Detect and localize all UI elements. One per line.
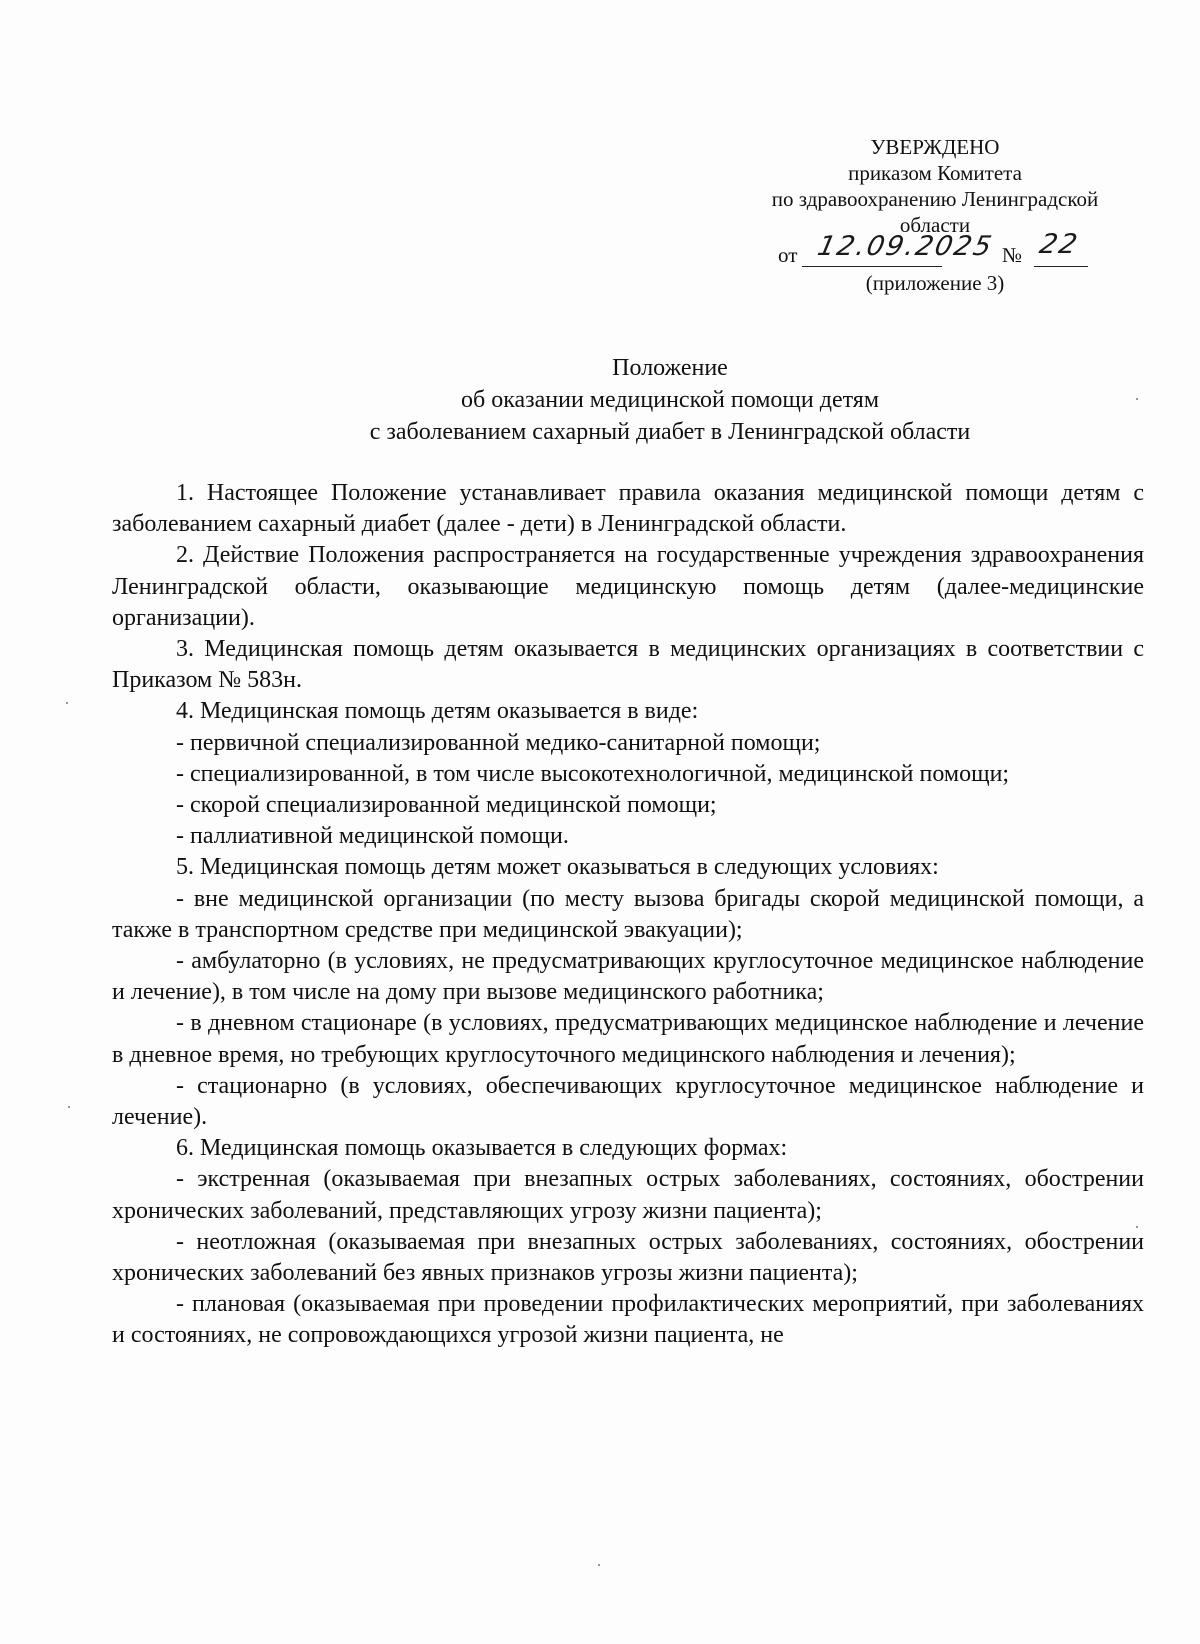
list-item-primary-care: - первичной специализированной медико-санитарной помощи; xyxy=(176,729,821,756)
approval-line-2: по здравоохранению Ленинградской xyxy=(771,187,1099,211)
document-title xyxy=(180,352,1160,448)
approval-heading: УВЕРЖДЕНО xyxy=(870,135,1000,159)
paragraph-4: 4. Медицинская помощь детям оказывается в виде: xyxy=(176,698,699,725)
approval-date-number-row xyxy=(740,229,1130,270)
scan-speck xyxy=(598,1564,600,1566)
title-line-2: об оказании медицинской помощи детям xyxy=(460,387,880,413)
list-item-planned: - плановая (оказываемая при проведении профилактических мероприятий, при заболеваниях и состояниях, не сопровождающихся угрозой жизни пациента, не xyxy=(112,1291,1144,1349)
scan-speck xyxy=(1136,1226,1138,1228)
list-item-emergency-specialized: - скорой специализированной медицинской помощи; xyxy=(176,792,717,819)
scan-speck xyxy=(66,702,68,704)
approval-stamp-block xyxy=(740,134,1130,296)
number-sign: № xyxy=(1002,243,1023,267)
list-item-specialized-care: - специализированной, в том числе высокотехнологичной, медицинской помощи; xyxy=(176,760,1010,787)
list-item-palliative: - паллиативной медицинской помощи. xyxy=(176,823,569,850)
list-item-day-hospital: - в дневном стационаре (в условиях, предусматривающих медицинское наблюдение и лечение в дневное время, но требующих круглосуточного медицинского наблюдения и лечения); xyxy=(112,1010,1144,1068)
title-line-3: с заболеванием сахарный диабет в Ленинградской области xyxy=(369,419,971,445)
list-item-non-urgent: - неотложная (оказываемая при внезапных острых заболеваниях, состояниях, обострении хронических заболеваний без явных признаков угрозы жизни пациента); xyxy=(112,1228,1144,1287)
paragraph-3: 3. Медицинская помощь детям оказывается в медицинских организациях в соответствии с Приказом № 583н. xyxy=(112,636,1144,694)
approval-line-3: области xyxy=(899,213,971,237)
date-prefix: от xyxy=(778,243,798,267)
scan-speck xyxy=(1136,398,1138,400)
paragraph-6: 6. Медицинская помощь оказывается в следующих формах: xyxy=(176,1135,788,1162)
title-line-1: Положение xyxy=(612,355,728,381)
handwritten-date: 12.09.2025 xyxy=(814,231,996,262)
number-underline xyxy=(1034,266,1088,267)
scan-speck xyxy=(68,1106,70,1108)
paragraph-2: 2. Действие Положения распространяется на государственные учреждения здравоохранения Ленинградской области, оказывающие медицинскую помощь детям (далее-медицинские организации). xyxy=(112,542,1144,631)
document-body xyxy=(112,478,1144,1352)
paragraph-5: 5. Медицинская помощь детям может оказываться в следующих условиях: xyxy=(176,854,939,881)
handwritten-number: 22 xyxy=(1036,229,1082,260)
appendix-note: (приложение 3) xyxy=(865,271,1005,295)
list-item-outside-organization: - вне медицинской организации (по месту вызова бригады скорой медицинской помощи, а также в транспортном средстве при медицинской эвакуации); xyxy=(112,885,1144,943)
list-item-outpatient: - амбулаторно (в условиях, не предусматривающих круглосуточное медицинское наблюдение и лечение), в том числе на дому при вызове медицинского работника; xyxy=(112,948,1144,1006)
paragraph-1: 1. Настоящее Положение устанавливает правила оказания медицинской помощи детям с заболеванием сахарный диабет (далее - дети) в Ленинградской области. xyxy=(112,480,1144,538)
list-item-urgent: - экстренная (оказываемая при внезапных острых заболеваниях, состояниях, обострении хронических заболеваний, представляющих угрозу жизни пациента); xyxy=(112,1166,1144,1224)
date-underline xyxy=(802,266,942,267)
approval-line-1: приказом Комитета xyxy=(848,161,1022,185)
list-item-inpatient: - стационарно (в условиях, обеспечивающих круглосуточное медицинское наблюдение и лечение). xyxy=(112,1072,1144,1131)
